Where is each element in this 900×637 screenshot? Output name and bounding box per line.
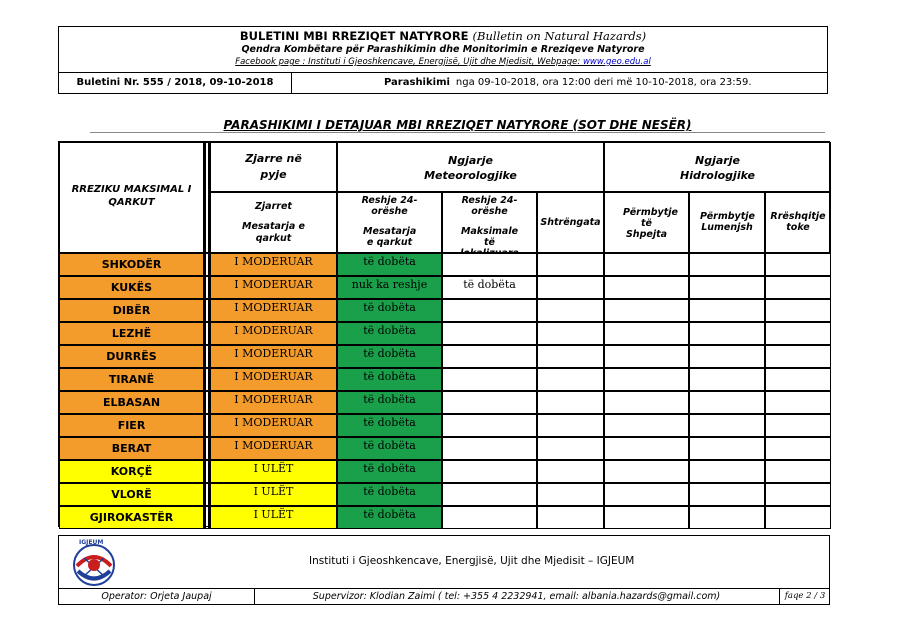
landslide-cell <box>765 253 831 276</box>
landslide-cell <box>765 345 831 368</box>
region-cell: KORÇË <box>59 460 204 483</box>
river-flood-cell <box>689 368 765 391</box>
river-flood-cell <box>689 483 765 506</box>
fire-sub-label: Zjarret <box>255 201 292 212</box>
landslide-cell <box>765 506 831 529</box>
rain-avg-cell: të dobëta <box>337 506 442 529</box>
rain-avg-label: Reshje 24-orëshe <box>361 195 418 217</box>
storm-cell <box>537 460 604 483</box>
storm-cell <box>537 253 604 276</box>
fire-risk-cell: I MODERUAR <box>210 253 337 276</box>
fire-risk-cell: I MODERUAR <box>210 437 337 460</box>
supervisor-contact: Supervizor: Klodian Zaimi ( tel: +355 4 2232941, email: albania.hazards@gmail.com) <box>254 589 780 604</box>
fire-risk-cell: I MODERUAR <box>210 391 337 414</box>
section-title: PARASHIKIMI I DETAJUAR MBI RREZIQET NATYRORE (SOT DHE NESËR) <box>223 118 692 132</box>
river-flood-cell <box>689 322 765 345</box>
rain-max-cell <box>442 460 537 483</box>
section-divider <box>90 132 825 133</box>
region-cell: FIER <box>59 414 204 437</box>
rain-max-header <box>442 192 537 253</box>
fire-risk-cell: I MODERUAR <box>210 322 337 345</box>
flash-flood-cell <box>604 391 689 414</box>
region-cell: BERAT <box>59 437 204 460</box>
forecast-label: Parashikimi <box>384 77 450 88</box>
rain-avg-cell: të dobëta <box>337 368 442 391</box>
rain-max-cell <box>442 483 537 506</box>
rain-max-cell <box>442 506 537 529</box>
flash-flood-cell <box>604 276 689 299</box>
rain-max-cell <box>442 299 537 322</box>
hydro-group-header: Ngjarje Hidrologjike <box>604 142 831 192</box>
region-cell: TIRANË <box>59 368 204 391</box>
region-cell: LEZHË <box>59 322 204 345</box>
flash-flood-cell <box>604 460 689 483</box>
fire-risk-cell: I MODERUAR <box>210 345 337 368</box>
logo-text: IGJEUM <box>79 539 104 546</box>
rain-avg-cell: të dobëta <box>337 253 442 276</box>
river-flood-cell <box>689 299 765 322</box>
river-flood-cell <box>689 253 765 276</box>
rain-avg-cell: nuk ka reshje <box>337 276 442 299</box>
storm-cell <box>537 345 604 368</box>
flash-flood-header: Përmbytje të Shpejta <box>604 192 689 253</box>
storm-cell <box>537 483 604 506</box>
rain-max-cell <box>442 391 537 414</box>
landslide-cell <box>765 276 831 299</box>
title-english: (Bulletin on Natural Hazards) <box>472 29 647 43</box>
river-flood-cell <box>689 345 765 368</box>
rain-max-sublabel: Maksimale të <box>460 226 519 248</box>
rain-max-label: Reshje 24-orëshe <box>461 195 518 217</box>
storm-header: Shtrëngata <box>537 192 604 253</box>
river-flood-cell <box>689 460 765 483</box>
rain-avg-header <box>337 192 442 253</box>
landslide-cell <box>765 299 831 322</box>
storm-cell <box>537 368 604 391</box>
landslide-cell <box>765 483 831 506</box>
river-flood-cell <box>689 506 765 529</box>
footer-box <box>58 535 830 589</box>
river-flood-cell <box>689 391 765 414</box>
flash-flood-cell <box>604 299 689 322</box>
fire-risk-cell: I ULËT <box>210 460 337 483</box>
rain-avg-sublabel: Mesatarja e qarkut <box>363 226 417 248</box>
flash-flood-cell <box>604 368 689 391</box>
institute-name: Instituti i Gjeoshkencave, Energjisë, Ujit dhe Mjedisit – IGJEUM <box>309 555 635 567</box>
flash-flood-cell <box>604 345 689 368</box>
landslide-cell <box>765 322 831 345</box>
landslide-cell <box>765 437 831 460</box>
flash-flood-cell <box>604 483 689 506</box>
fire-risk-cell: I MODERUAR <box>210 276 337 299</box>
rain-max-cell <box>442 437 537 460</box>
fire-subheader <box>210 192 337 253</box>
operator-row <box>58 589 830 605</box>
hazard-table <box>58 141 830 527</box>
facebook-line <box>59 56 827 68</box>
region-cell: VLORË <box>59 483 204 506</box>
fire-group-header: Zjarre në pyje <box>210 142 337 192</box>
forecast-period <box>384 73 752 93</box>
rain-avg-cell: të dobëta <box>337 322 442 345</box>
region-cell: KUKËS <box>59 276 204 299</box>
meteo-group-header: Ngjarje Meteorologjike <box>337 142 604 192</box>
region-cell: SHKODËR <box>59 253 204 276</box>
flash-flood-cell <box>604 322 689 345</box>
rain-max-cell <box>442 414 537 437</box>
region-cell: DURRËS <box>59 345 204 368</box>
river-flood-cell <box>689 414 765 437</box>
region-cell: GJIROKASTËR <box>59 506 204 529</box>
rain-avg-cell: të dobëta <box>337 460 442 483</box>
river-flood-cell <box>689 437 765 460</box>
rain-avg-cell: të dobëta <box>337 414 442 437</box>
flash-flood-cell <box>604 253 689 276</box>
landslide-cell <box>765 391 831 414</box>
landslide-header: Rrëshqitje toke <box>765 192 831 253</box>
storm-cell <box>537 299 604 322</box>
rain-avg-cell: të dobëta <box>337 345 442 368</box>
facebook-text: Facebook page : Instituti i Gjeoshkencave, Energjisë, Ujit dhe Mjedisit, Webpage: <box>235 57 583 67</box>
river-flood-header: Përmbytje Lumenjsh <box>689 192 765 253</box>
forecast-text: nga 09-10-2018, ora 12:00 deri më 10-10-2018, ora 23:59. <box>455 77 752 88</box>
operator-name: Operator: Orjeta Jaupaj <box>59 589 255 604</box>
rain-max-cell: të dobëta <box>442 276 537 299</box>
fire-risk-cell: I MODERUAR <box>210 414 337 437</box>
rain-avg-cell: të dobëta <box>337 483 442 506</box>
rain-max-cell <box>442 345 537 368</box>
region-cell: ELBASAN <box>59 391 204 414</box>
bulletin-subtitle: Qendra Kombëtare për Parashikimin dhe Monitorimin e Rreziqeve Natyrore <box>241 44 645 55</box>
fire-sub-label-2: Mesatarja e qarkut <box>241 221 306 244</box>
fire-risk-cell: I ULËT <box>210 506 337 529</box>
rain-max-cell <box>442 322 537 345</box>
rain-avg-cell: të dobëta <box>337 299 442 322</box>
rain-max-cell <box>442 253 537 276</box>
storm-cell <box>537 506 604 529</box>
landslide-cell <box>765 368 831 391</box>
bulletin-number: Buletini Nr. 555 / 2018, 09-10-2018 <box>59 73 292 93</box>
fire-risk-cell: I MODERUAR <box>210 368 337 391</box>
bulletin-title <box>59 29 827 43</box>
storm-cell <box>537 391 604 414</box>
region-header: RREZIKU MAKSIMAL I QARKUT <box>59 142 204 253</box>
flash-flood-cell <box>604 414 689 437</box>
title-text: BULETINI MBI RREZIQET NATYRORE <box>239 29 469 43</box>
flash-flood-cell <box>604 437 689 460</box>
region-cell: DIBËR <box>59 299 204 322</box>
bulletin-info-row <box>58 73 828 94</box>
website-link[interactable]: www.geo.edu.al <box>582 57 651 67</box>
landslide-cell <box>765 414 831 437</box>
storm-cell <box>537 322 604 345</box>
rain-avg-cell: të dobëta <box>337 437 442 460</box>
rain-max-cell <box>442 368 537 391</box>
river-flood-cell <box>689 276 765 299</box>
storm-cell <box>537 414 604 437</box>
landslide-cell <box>765 460 831 483</box>
storm-cell <box>537 276 604 299</box>
storm-cell <box>537 437 604 460</box>
fire-risk-cell: I MODERUAR <box>210 299 337 322</box>
rain-avg-cell: të dobëta <box>337 391 442 414</box>
bulletin-header <box>58 26 828 73</box>
page-number: faqe 2 / 3 <box>784 591 826 601</box>
flash-flood-cell <box>604 506 689 529</box>
fire-risk-cell: I ULËT <box>210 483 337 506</box>
